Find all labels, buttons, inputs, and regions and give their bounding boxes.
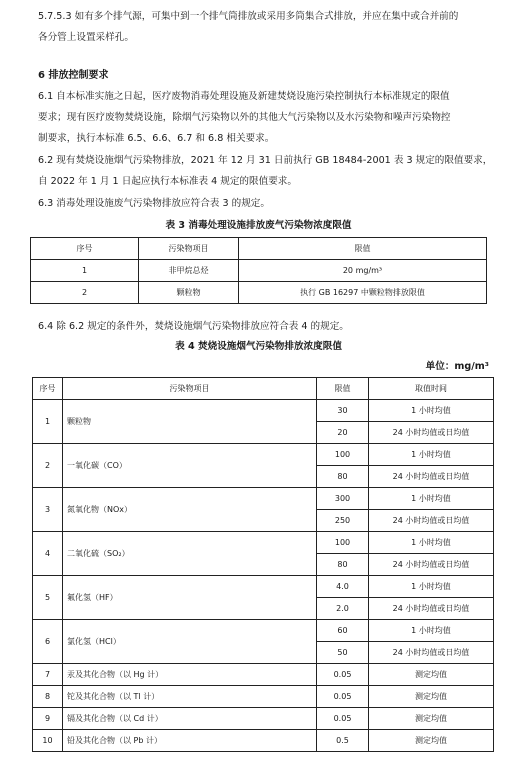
table-header-row [33,378,494,400]
row-number-cell: 6 [33,620,63,664]
table-cell: 颗粒物 [139,282,239,304]
limit-cell: 0.5 [317,730,369,752]
section-6-heading: 6 排放控制要求 [38,70,109,81]
averaging-time-cell: 1 小时均值 [369,488,494,510]
averaging-time-cell: 24 小时均值或日均值 [369,598,494,620]
pollutant-cell: 氯化氢（HCl） [63,620,317,664]
limit-cell: 30 [317,400,369,422]
paragraph-5-7-5-3 [38,6,498,48]
limit-cell: 0.05 [317,664,369,686]
row-number-cell: 3 [33,488,63,532]
pollutant-cell: 氮氧化物（NOx） [63,488,317,532]
limit-cell: 80 [317,466,369,488]
table-cell: 20 mg/m³ [239,260,487,282]
column-header: 序号 [31,238,139,260]
table-4-caption: 表 4 焚烧设施烟气污染物排放浓度限值 [175,341,342,352]
averaging-time-cell: 1 小时均值 [369,444,494,466]
paragraph-line: 6.1 自本标准实施之日起，医疗废物消毒处理设施及新建焚烧设施污染控制执行本标准规定的限值 [38,91,450,102]
paragraph-line: 6.2 现有焚烧设施烟气污染物排放，2021 年 12 月 31 日前执行 GB 18484-2001 表 3 规定的限值要求， [38,155,493,166]
limit-cell: 80 [317,554,369,576]
column-header: 污染物项目 [63,378,317,400]
table-row [33,576,494,598]
table-row [31,282,487,304]
paragraph-line: 要求；现有医疗废物焚烧设施，除烟气污染物以外的其他大气污染物以及水污染物和噪声污染物控 [38,112,451,123]
row-number-cell: 7 [33,664,63,686]
limit-cell: 20 [317,422,369,444]
table-4-unit: 单位：mg/m³ [425,361,489,372]
table-row [33,444,494,466]
pollutant-cell: 汞及其化合物（以 Hg 计） [63,664,317,686]
row-number-cell: 1 [33,400,63,444]
averaging-time-cell: 24 小时均值或日均值 [369,466,494,488]
table-row [33,488,494,510]
column-header: 污染物项目 [139,238,239,260]
averaging-time-cell: 测定均值 [369,730,494,752]
table-cell: 2 [31,282,139,304]
row-number-cell: 2 [33,444,63,488]
paragraph-line: 6.4 除 6.2 规定的条件外，焚烧设施烟气污染物排放应符合表 4 的规定。 [38,321,349,332]
pollutant-cell: 铊及其化合物（以 Tl 计） [63,686,317,708]
averaging-time-cell: 测定均值 [369,708,494,730]
averaging-time-cell: 测定均值 [369,686,494,708]
averaging-time-cell: 1 小时均值 [369,620,494,642]
pollutant-cell: 铅及其化合物（以 Pb 计） [63,730,317,752]
column-header: 限值 [239,238,487,260]
averaging-time-cell: 24 小时均值或日均值 [369,422,494,444]
table-3-caption: 表 3 消毒处理设施排放废气污染物浓度限值 [165,220,352,231]
table-row [33,400,494,422]
table-row [33,620,494,642]
column-header: 序号 [33,378,63,400]
pollutant-cell: 一氧化碳（CO） [63,444,317,488]
pollutant-cell: 氟化氢（HF） [63,576,317,620]
paragraph-line: 各分管上设置采样孔。 [38,32,134,43]
pollutant-cell: 颗粒物 [63,400,317,444]
table-cell: 1 [31,260,139,282]
limit-cell: 60 [317,620,369,642]
row-number-cell: 10 [33,730,63,752]
limit-cell: 100 [317,532,369,554]
table-3 [30,237,487,304]
limit-cell: 100 [317,444,369,466]
paragraph-line: 制要求，执行本标准 6.5、6.6、6.7 和 6.8 相关要求。 [38,133,275,144]
column-header: 取值时间 [369,378,494,400]
limit-cell: 4.0 [317,576,369,598]
column-header: 限值 [317,378,369,400]
table-row [33,708,494,730]
row-number-cell: 8 [33,686,63,708]
limit-cell: 250 [317,510,369,532]
table-row [33,664,494,686]
averaging-time-cell: 1 小时均值 [369,400,494,422]
averaging-time-cell: 24 小时均值或日均值 [369,510,494,532]
paragraph-6-3 [38,193,498,214]
limit-cell: 2.0 [317,598,369,620]
limit-cell: 0.05 [317,686,369,708]
table-row [31,260,487,282]
paragraph-6-4 [38,316,498,337]
pollutant-cell: 二氧化硫（SO₂） [63,532,317,576]
paragraph-line: 6.3 消毒处理设施废气污染物排放应符合表 3 的规定。 [38,198,270,209]
table-row [33,730,494,752]
table-header-row [31,238,487,260]
table-4-body [33,400,494,752]
pollutant-cell: 镉及其化合物（以 Cd 计） [63,708,317,730]
paragraph-line: 自 2022 年 1 月 1 日起应执行本标准表 4 规定的限值要求。 [38,176,297,187]
averaging-time-cell: 24 小时均值或日均值 [369,554,494,576]
row-number-cell: 4 [33,532,63,576]
averaging-time-cell: 24 小时均值或日均值 [369,642,494,664]
table-cell: 非甲烷总烃 [139,260,239,282]
limit-cell: 300 [317,488,369,510]
averaging-time-cell: 1 小时均值 [369,576,494,598]
limit-cell: 50 [317,642,369,664]
averaging-time-cell: 测定均值 [369,664,494,686]
paragraph-line: 5.7.5.3 如有多个排气源，可集中到一个排气筒排放或采用多筒集合式排放，并应在集中或合并前的 [38,11,459,22]
table-cell: 执行 GB 16297 中颗粒物排放限值 [239,282,487,304]
paragraph-6-1 [38,86,498,149]
row-number-cell: 9 [33,708,63,730]
paragraph-6-2 [38,150,498,192]
table-row [33,532,494,554]
averaging-time-cell: 1 小时均值 [369,532,494,554]
row-number-cell: 5 [33,576,63,620]
limit-cell: 0.05 [317,708,369,730]
table-row [33,686,494,708]
table-4 [32,377,494,752]
